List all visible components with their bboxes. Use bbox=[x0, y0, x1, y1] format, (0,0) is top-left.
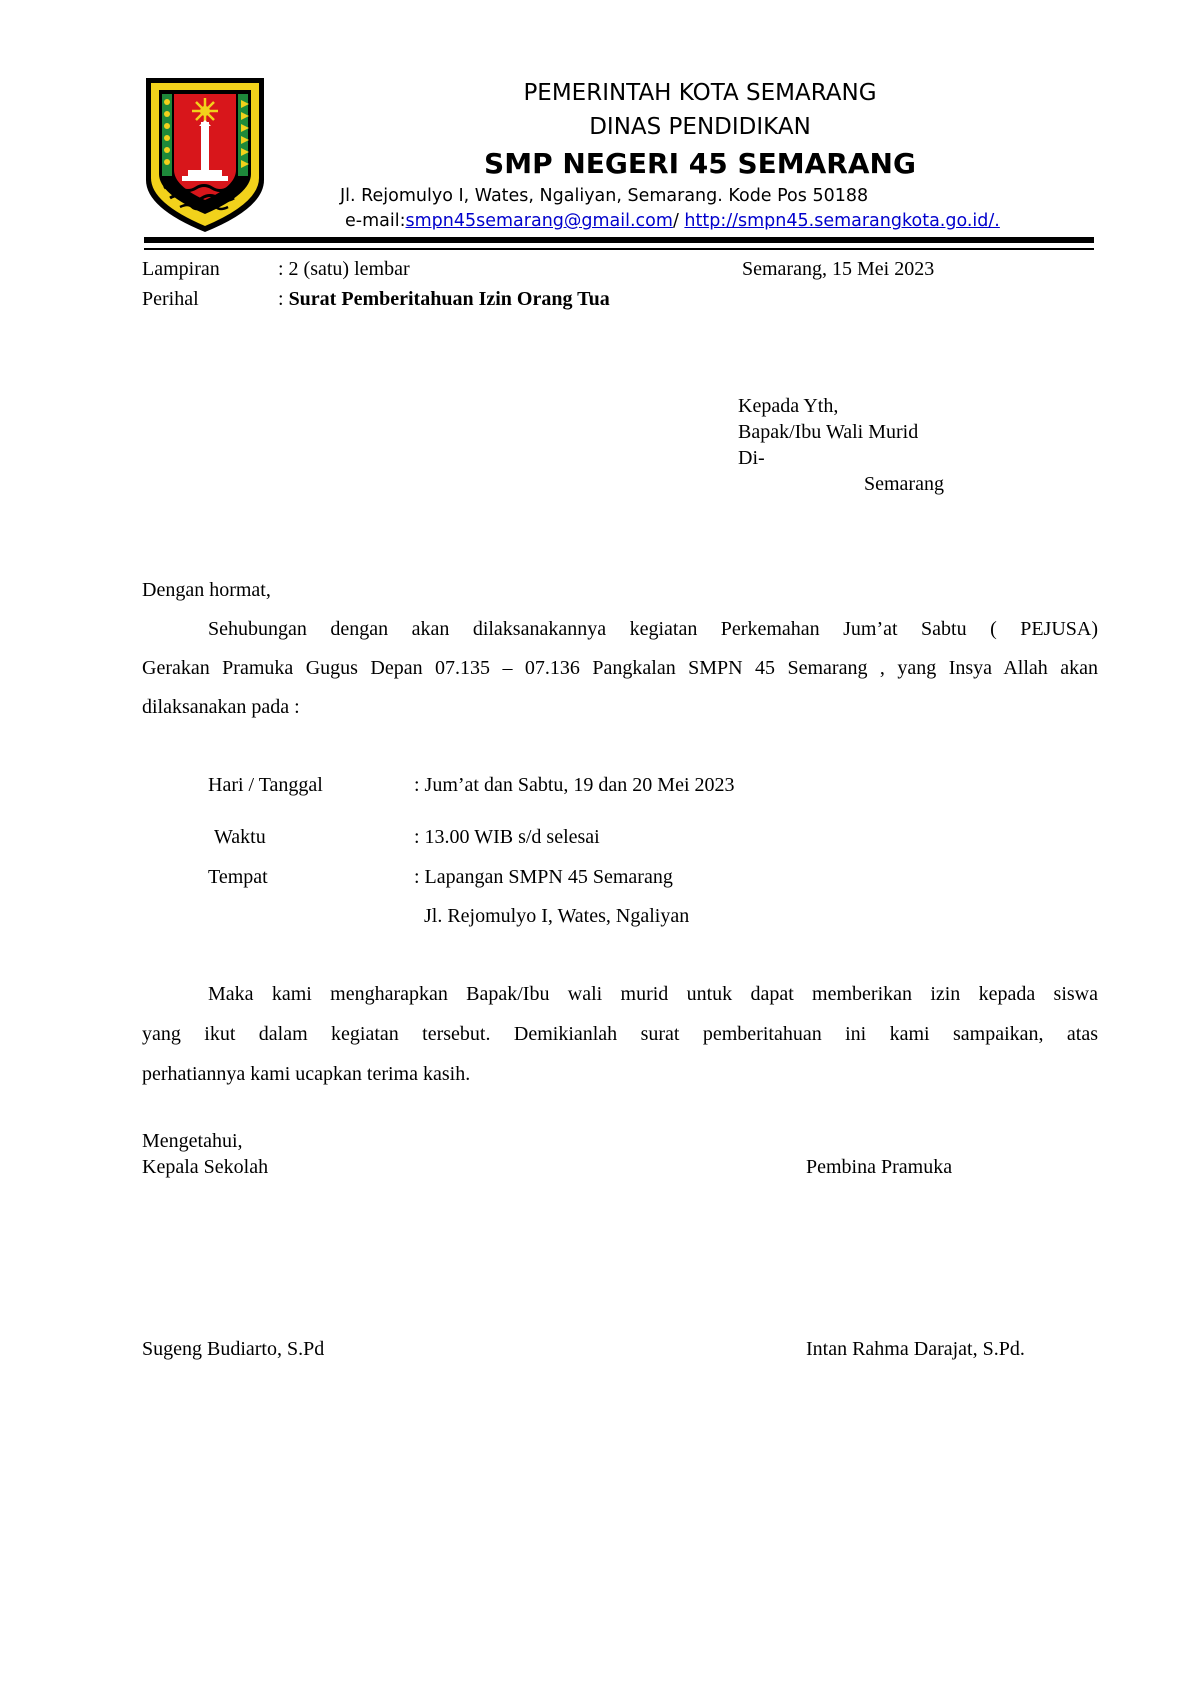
letterhead-school-name: SMP NEGERI 45 SEMARANG bbox=[484, 147, 916, 180]
paragraph-2-line-3: perhatiannya kami ucapkan terima kasih. bbox=[142, 1063, 471, 1085]
paragraph-1-line-1: Sehubungan dengan akan dilaksanakannya kegiatan Perkemahan Jum’at Sabtu ( PEJUSA) bbox=[208, 618, 1098, 640]
letterhead-government: PEMERINTAH KOTA SEMARANG bbox=[523, 80, 877, 106]
recipient-line-1: Kepada Yth, bbox=[738, 395, 839, 417]
email-link[interactable]: smpn45semarang@gmail.com bbox=[405, 211, 673, 231]
paragraph-1-line-2: Gerakan Pramuka Gugus Depan 07.135 – 07.136 Pangkalan SMPN 45 Semarang , yang Insya Allah akan bbox=[142, 657, 1098, 679]
principal-title: Kepala Sekolah bbox=[142, 1156, 269, 1178]
recipient-line-3: Di- bbox=[738, 447, 765, 469]
scout-leader-title: Pembina Pramuka bbox=[806, 1156, 953, 1178]
perihal-label: Perihal bbox=[142, 288, 199, 310]
waktu-label: Waktu bbox=[214, 826, 266, 848]
website-link[interactable]: http://smpn45.semarangkota.go.id/. bbox=[684, 211, 1000, 231]
recipient-line-2: Bapak/Ibu Wali Murid bbox=[738, 421, 919, 443]
contact-separator: / bbox=[672, 211, 685, 231]
city-emblem-icon bbox=[144, 76, 266, 234]
letterhead-divider-thin bbox=[144, 248, 1094, 250]
tempat-label: Tempat bbox=[208, 866, 268, 888]
mengetahui-label: Mengetahui, bbox=[142, 1130, 243, 1152]
letterhead-address: Jl. Rejomulyo I, Wates, Ngaliyan, Semarang. Kode Pos 50188 bbox=[340, 186, 869, 206]
greeting: Dengan hormat, bbox=[142, 579, 271, 601]
recipient-line-4: Semarang bbox=[864, 473, 944, 495]
waktu-value: : 13.00 WIB s/d selesai bbox=[414, 826, 600, 848]
email-label: e-mail: bbox=[345, 211, 406, 231]
hari-value: : Jum’at dan Sabtu, 19 dan 20 Mei 2023 bbox=[414, 774, 735, 796]
paragraph-2-line-2: yang ikut dalam kegiatan tersebut. Demikianlah surat pemberitahuan ini kami sampaikan, atas bbox=[142, 1023, 1098, 1045]
perihal-colon: : bbox=[278, 288, 284, 310]
letterhead-divider-thick bbox=[144, 237, 1094, 243]
perihal-subject: Surat Pemberitahuan Izin Orang Tua bbox=[288, 288, 610, 310]
hari-label: Hari / Tanggal bbox=[208, 774, 323, 796]
lampiran-value: : 2 (satu) lembar bbox=[278, 258, 410, 280]
scout-leader-name: Intan Rahma Darajat, S.Pd. bbox=[806, 1338, 1025, 1360]
paragraph-2-line-1: Maka kami mengharapkan Bapak/Ibu wali murid untuk dapat memberikan izin kepada siswa bbox=[208, 983, 1098, 1005]
principal-name: Sugeng Budiarto, S.Pd bbox=[142, 1338, 325, 1360]
tempat-address: Jl. Rejomulyo I, Wates, Ngaliyan bbox=[424, 905, 690, 927]
letterhead-contact bbox=[345, 211, 1000, 231]
lampiran-label: Lampiran bbox=[142, 258, 220, 280]
letter-date: Semarang, 15 Mei 2023 bbox=[742, 258, 935, 280]
letterhead-department: DINAS PENDIDIKAN bbox=[589, 114, 811, 140]
paragraph-1-line-3: dilaksanakan pada : bbox=[142, 696, 300, 718]
perihal-value bbox=[278, 288, 610, 311]
tempat-value: : Lapangan SMPN 45 Semarang bbox=[414, 866, 673, 888]
